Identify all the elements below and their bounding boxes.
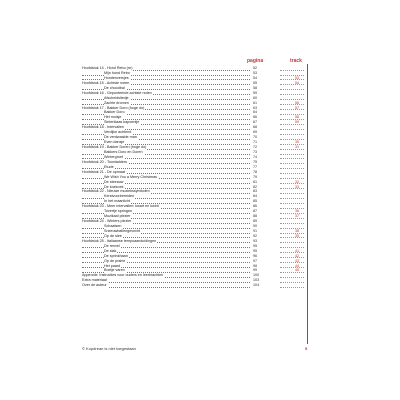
toc-track-number: 37: [295, 214, 300, 219]
toc-entry-title: Bakkers Doro en Doren: [104, 149, 143, 154]
toc-entry-title: Schaatsen: [104, 224, 122, 228]
toc-entry-title: Sinterklaas kapoentje: [104, 120, 140, 125]
toc-page-number: 92: [253, 233, 258, 238]
toc-track-number: 42: [295, 253, 300, 258]
toc-entry-title: Hoofdstuk 15 - Achtste noten: [82, 80, 130, 85]
toc-page-number: 53: [253, 70, 258, 75]
toc-page-number: 96: [253, 253, 258, 258]
toc-page-number: 77: [253, 164, 258, 169]
toc-page-number: 59: [253, 90, 258, 95]
toc-entry-title: We Wish You a Merry Christmas: [104, 174, 158, 179]
toc-page-number: 85: [253, 199, 258, 204]
toc-entry-title: De sprinkhaan: [104, 253, 128, 258]
toc-entry-title: Tovertje springen: [104, 209, 133, 214]
copyright-notice: © Kopdrean is niet toegestaan: [82, 346, 136, 351]
toc-entry-title: Hoofdstuk 17 - Bakker Doro (hoge do): [82, 105, 145, 110]
toc-page-number: 74: [253, 154, 258, 159]
toc-page-number: 66: [253, 115, 258, 120]
toc-page-number: 90: [253, 224, 258, 228]
toc-page-number: 78: [253, 169, 258, 174]
track-column-label: track: [290, 58, 302, 64]
toc-list: [82, 66, 306, 288]
toc-entry-title: Boetje varen: [104, 268, 125, 273]
toc-page-number: 95: [253, 243, 258, 248]
toc-header: [80, 58, 312, 66]
pages-column-label: pagina: [247, 58, 264, 64]
toc-entry-title: Mijn hond Rebo: [104, 70, 130, 75]
toc-page-number: 68: [253, 125, 258, 130]
toc-page-number: 83: [253, 189, 258, 194]
toc-page-number: 104: [253, 283, 260, 288]
toc-entry-title: Even dansje: [104, 140, 125, 145]
toc-page-number: 95: [253, 248, 258, 253]
toc-track-number: 59: [295, 120, 300, 125]
toc-entry-title: Wintergroet: [104, 154, 124, 159]
toc-page-number: 91: [253, 228, 258, 233]
toc-entry-title: Het muisje: [104, 115, 122, 120]
toc-page-number: 100: [253, 273, 260, 278]
toc-page-number: 72: [253, 145, 258, 149]
toc-track-number: 43: [295, 258, 300, 263]
toc-entry-title: Zachte dromen: [104, 100, 129, 105]
toc-page-number: 55: [253, 80, 258, 85]
toc-entry-title: Op de prairie: [104, 258, 126, 263]
toc-page-number: 69: [253, 130, 258, 135]
toc-entry-title: In het maanlicht: [104, 199, 131, 204]
toc-page-number: 54: [253, 75, 258, 80]
toc-entry-title: Extra materiaal: [82, 278, 107, 283]
toc-entry-title: Hoofdstuk 21 - De opmaat: [82, 169, 126, 174]
toc-page-number: 71: [253, 140, 258, 145]
toc-entry-title: Hoofdstuk 24 - Winters plezier: [82, 219, 132, 224]
toc-entry-title: Hoofdstuk 19 - Bakker Doren (hoge do): [82, 145, 147, 149]
toc-track-number: 33: [295, 184, 300, 189]
toc-entry-title: De steeauw: [104, 179, 124, 184]
toc-page-number: 84: [253, 194, 258, 199]
toc-page-number: 103: [253, 278, 260, 283]
toc-entry-title: Hoofdstuk 14 - Hond Rebo (re): [82, 66, 133, 70]
toc-chapter-row: [82, 283, 306, 288]
toc-page-number: 89: [253, 219, 258, 224]
toc-entry-title: Het paard: [104, 263, 121, 268]
toc-track-number: 31: [295, 145, 300, 149]
toc-track-number: 44: [295, 263, 300, 268]
toc-entry-title: Hoofdstuk 18 - Intervallen: [82, 125, 125, 130]
toc-entry-title: De verdwaalde man: [104, 135, 137, 140]
toc-page: [80, 52, 312, 356]
toc-entry-title: Hondenversjes: [104, 75, 129, 80]
toc-page-number: 87: [253, 209, 258, 214]
toc-track-number: 30: [295, 140, 300, 145]
page-number: 5: [305, 346, 308, 351]
toc-entry-title: Hoofdstuk 16 - Gepunteerde achtste noten: [82, 90, 152, 95]
toc-entry-title: De renvel: [104, 243, 120, 248]
toc-entry-title: De slak: [104, 248, 117, 253]
toc-entry-title: Kerstvoorbereiden: [104, 194, 135, 199]
toc-track-number: 32: [295, 179, 300, 184]
toc-track-number: 56: [295, 100, 300, 105]
toc-entry-title: Verdijke achtend: [104, 130, 132, 135]
toc-page-number: 67: [253, 120, 258, 125]
toc-track-number: 36: [295, 209, 300, 214]
toc-entry-title: Hoofdstuk 25 - Italiaanse tempoaanduidingen: [82, 238, 157, 243]
toc-page-number: 82: [253, 184, 258, 189]
toc-entry-title: Op de slee: [104, 233, 122, 238]
toc-page-number: 93: [253, 238, 258, 243]
toc-page-number: 86: [253, 204, 258, 209]
toc-entry-title: Etude: [104, 164, 114, 169]
toc-track-number: 38: [295, 228, 300, 233]
toc-page-number: 64: [253, 110, 258, 115]
toc-track-number: 54: [295, 80, 300, 85]
toc-entry-title: Hoofdstuk 20 - Toonladders: [82, 159, 128, 164]
toc-entry-title: Muzikaal plezier: [104, 214, 131, 219]
toc-entry-title: De choodbal: [104, 85, 125, 90]
toc-page-number: 75: [253, 159, 258, 164]
toc-track-number: 58: [295, 115, 300, 120]
toc-entry-title: Sneeuwballengevecht: [104, 228, 141, 233]
toc-page-number: 81: [253, 179, 258, 184]
toc-page-number: 98: [253, 263, 258, 268]
toc-track-number: 53: [295, 75, 300, 80]
toc-page-number: 99: [253, 268, 258, 273]
toc-track-number: 41: [295, 248, 300, 253]
toc-entry-title: Hoofdstuk 23 - Meer intervallen: kwart en kwint: [82, 204, 159, 209]
toc-entry-title: Afscheidsliedje: [104, 95, 129, 100]
toc-page-number: 60: [253, 95, 258, 100]
toc-track-number: 57: [295, 105, 300, 110]
toc-page-number: 58: [253, 85, 258, 90]
toc-page-number: 70: [253, 135, 258, 140]
page-footer: [82, 346, 310, 354]
toc-page-number: 61: [253, 100, 258, 105]
toc-track-number: 39: [295, 233, 300, 238]
toc-page-number: 63: [253, 105, 258, 110]
toc-entry-title: Hoofdstuk 22 - Nieuwe muziekssymbolen: [82, 189, 150, 194]
toc-page-number: 88: [253, 214, 258, 219]
toc-entry-title: De koekoek: [104, 184, 124, 189]
track-leader: [280, 287, 304, 288]
toc-page-number: 73: [253, 149, 258, 154]
toc-page-number: 97: [253, 258, 258, 263]
toc-track-number: 45: [295, 268, 300, 273]
toc-entry-title: Bakker Doro: [104, 110, 125, 115]
toc-entry-title: Appendix: Instructies voor ouders en leerkrachten: [82, 273, 164, 278]
track-divider-line: [307, 64, 308, 344]
toc-entry-title: Over de auteur: [82, 283, 107, 288]
toc-page-number: 79: [253, 174, 258, 179]
toc-page-number: 52: [253, 66, 258, 70]
